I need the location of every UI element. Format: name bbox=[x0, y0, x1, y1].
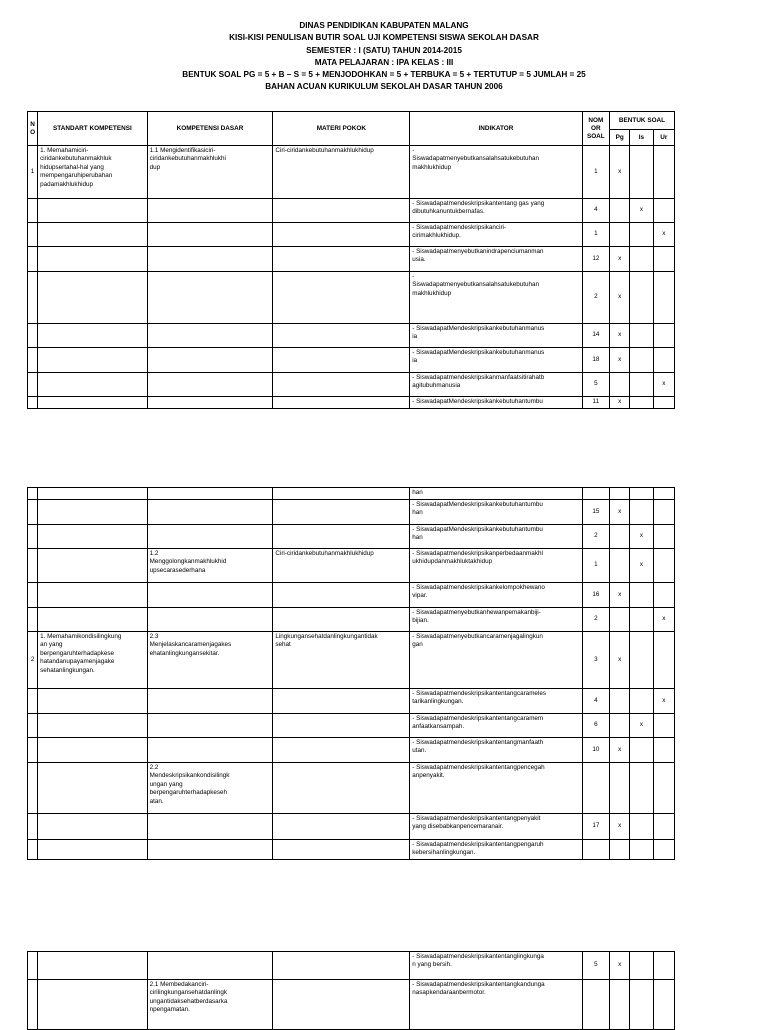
table-row bbox=[28, 348, 675, 373]
cell-nomor-soal: 10 bbox=[582, 738, 609, 763]
table-row bbox=[28, 583, 675, 608]
cell-kompetensi-dasar bbox=[147, 199, 273, 223]
table-row bbox=[28, 689, 675, 714]
cell-ur bbox=[653, 980, 674, 1030]
cell-pg bbox=[610, 980, 630, 1030]
cell-pg: x bbox=[610, 397, 630, 409]
cell-pg bbox=[610, 840, 630, 860]
cell-is bbox=[630, 583, 653, 608]
cell-indikator: - Siswadapatmendeskripsikantentangpengaruh kebersihanlingkungan. bbox=[410, 840, 582, 860]
cell-nomor-soal: 2 bbox=[582, 525, 609, 549]
cell-is: x bbox=[630, 714, 653, 738]
col-header-pg: Pg bbox=[610, 130, 630, 146]
cell-standart-kompetensi bbox=[38, 324, 148, 348]
cell-is bbox=[630, 814, 653, 840]
cell-nomor-soal bbox=[582, 980, 609, 1030]
cell-no bbox=[28, 980, 38, 1030]
cell-kompetensi-dasar bbox=[147, 488, 273, 500]
cell-standart-kompetensi bbox=[38, 488, 148, 500]
cell-standart-kompetensi bbox=[38, 840, 148, 860]
cell-no: 2 bbox=[28, 632, 38, 689]
cell-indikator: - SiswadapatMendeskripsikankebutuhantumbu han bbox=[410, 500, 582, 525]
cell-indikator: - Siswadapatmendeskripsikantentang gas yang dibutuhkanuntukbernafas. bbox=[410, 199, 582, 223]
cell-ur bbox=[653, 348, 674, 373]
cell-standart-kompetensi bbox=[38, 583, 148, 608]
kisi-table-page-3 bbox=[27, 951, 675, 1030]
cell-pg bbox=[610, 488, 630, 500]
table-row bbox=[28, 272, 675, 324]
cell-nomor-soal: 4 bbox=[582, 199, 609, 223]
table-row bbox=[28, 324, 675, 348]
cell-indikator: - SiswadapatMendeskripsikankebutuhanmanus ia bbox=[410, 324, 582, 348]
cell-kompetensi-dasar: 2.2 Mendeskripsikankondisilingk ungan yang berpengaruhterhadapkeseh atan. bbox=[147, 763, 273, 814]
col-header-standart-kompetensi: STANDART KOMPETENSI bbox=[38, 112, 148, 146]
header-line-office: DINAS PENDIDIKAN KABUPATEN MALANG bbox=[299, 21, 469, 30]
cell-kompetensi-dasar bbox=[147, 840, 273, 860]
cell-materi-pokok: Ciri-ciridankebutuhanmakhlukhidup bbox=[273, 549, 410, 583]
cell-indikator: - Siswadapatmenyebutkansalahsatukebutuhan makhlukhidup bbox=[410, 272, 582, 324]
cell-pg bbox=[610, 689, 630, 714]
cell-indikator: - Siswadapatmendeskripsikantentangcarameles tarikanlingkungan. bbox=[410, 689, 582, 714]
cell-is bbox=[630, 840, 653, 860]
table-row bbox=[28, 608, 675, 632]
cell-standart-kompetensi bbox=[38, 500, 148, 525]
cell-pg: x bbox=[610, 814, 630, 840]
cell-is bbox=[630, 738, 653, 763]
cell-standart-kompetensi bbox=[38, 608, 148, 632]
cell-no bbox=[28, 199, 38, 223]
cell-standart-kompetensi bbox=[38, 397, 148, 409]
cell-ur bbox=[653, 272, 674, 324]
cell-is: x bbox=[630, 199, 653, 223]
cell-indikator: - Siswadapatmenyebutkanhewanpemakanbiji- bijian. bbox=[410, 608, 582, 632]
table-row bbox=[28, 488, 675, 500]
cell-kompetensi-dasar bbox=[147, 397, 273, 409]
table-row bbox=[28, 632, 675, 689]
document-header bbox=[0, 20, 768, 94]
cell-is bbox=[630, 500, 653, 525]
cell-is bbox=[630, 689, 653, 714]
cell-is: x bbox=[630, 525, 653, 549]
cell-kompetensi-dasar bbox=[147, 500, 273, 525]
table-row bbox=[28, 738, 675, 763]
cell-kompetensi-dasar bbox=[147, 373, 273, 397]
cell-indikator: - Siswadapatmenyebutkansalahsatukebutuhan makhlukhidup bbox=[410, 146, 582, 199]
cell-is bbox=[630, 223, 653, 247]
cell-ur bbox=[653, 549, 674, 583]
cell-nomor-soal: 11 bbox=[582, 397, 609, 409]
cell-no bbox=[28, 397, 38, 409]
cell-no bbox=[28, 348, 38, 373]
cell-standart-kompetensi: 1. Memahamiciri- ciridankebutuhanmakhluk hidupsertahal-hal yang mempengaruhiperubahan padamakhlukhidup bbox=[38, 146, 148, 199]
cell-nomor-soal: 3 bbox=[582, 632, 609, 689]
cell-pg bbox=[610, 549, 630, 583]
cell-no bbox=[28, 952, 38, 980]
cell-ur bbox=[653, 146, 674, 199]
cell-standart-kompetensi bbox=[38, 247, 148, 272]
cell-is bbox=[630, 488, 653, 500]
cell-nomor-soal: 6 bbox=[582, 714, 609, 738]
cell-ur bbox=[653, 632, 674, 689]
table-row bbox=[28, 247, 675, 272]
cell-indikator: - Siswadapatmendeskripsikankelompokhewano vipar. bbox=[410, 583, 582, 608]
cell-kompetensi-dasar bbox=[147, 583, 273, 608]
cell-materi-pokok bbox=[273, 500, 410, 525]
cell-indikator: - Siswadapatmendeskripsikanperbedaanmakhl ukhidupdanmakhluktakhidup bbox=[410, 549, 582, 583]
cell-kompetensi-dasar: 1.2 Menggolongkanmakhlukhid upsecarasederhana bbox=[147, 549, 273, 583]
cell-no: 1 bbox=[28, 146, 38, 199]
cell-standart-kompetensi bbox=[38, 980, 148, 1030]
cell-nomor-soal: 1 bbox=[582, 223, 609, 247]
cell-no bbox=[28, 247, 38, 272]
header-line-subject: MATA PELAJARAN : IPA KELAS : III bbox=[314, 57, 454, 67]
cell-materi-pokok bbox=[273, 814, 410, 840]
cell-ur bbox=[653, 397, 674, 409]
kisi-table-page-2 bbox=[27, 487, 675, 860]
cell-pg bbox=[610, 525, 630, 549]
cell-standart-kompetensi bbox=[38, 223, 148, 247]
col-header-kompetensi-dasar: KOMPETENSI DASAR bbox=[147, 112, 273, 146]
cell-is bbox=[630, 763, 653, 814]
cell-materi-pokok bbox=[273, 525, 410, 549]
cell-no bbox=[28, 549, 38, 583]
table-row bbox=[28, 525, 675, 549]
kisi-table-page-1 bbox=[27, 111, 675, 409]
cell-is bbox=[630, 397, 653, 409]
table-row bbox=[28, 763, 675, 814]
cell-ur bbox=[653, 714, 674, 738]
cell-is bbox=[630, 980, 653, 1030]
cell-kompetensi-dasar bbox=[147, 324, 273, 348]
cell-ur bbox=[653, 840, 674, 860]
cell-materi-pokok bbox=[273, 324, 410, 348]
cell-standart-kompetensi bbox=[38, 525, 148, 549]
cell-materi-pokok bbox=[273, 348, 410, 373]
header-line-title: KISI-KISI PENULISAN BUTIR SOAL UJI KOMPETENSI SISWA SEKOLAH DASAR bbox=[229, 33, 539, 43]
cell-is bbox=[630, 632, 653, 689]
table-row bbox=[28, 199, 675, 223]
cell-standart-kompetensi bbox=[38, 763, 148, 814]
cell-pg: x bbox=[610, 738, 630, 763]
cell-nomor-soal: 2 bbox=[582, 272, 609, 324]
cell-ur: x bbox=[653, 608, 674, 632]
cell-nomor-soal: 1 bbox=[582, 146, 609, 199]
cell-nomor-soal: 4 bbox=[582, 689, 609, 714]
cell-no bbox=[28, 840, 38, 860]
cell-materi-pokok bbox=[273, 247, 410, 272]
cell-pg bbox=[610, 223, 630, 247]
cell-is bbox=[630, 146, 653, 199]
cell-kompetensi-dasar bbox=[147, 348, 273, 373]
cell-no bbox=[28, 738, 38, 763]
cell-is bbox=[630, 247, 653, 272]
cell-materi-pokok bbox=[273, 689, 410, 714]
cell-nomor-soal: 5 bbox=[582, 373, 609, 397]
cell-standart-kompetensi bbox=[38, 348, 148, 373]
cell-pg: x bbox=[610, 632, 630, 689]
cell-pg: x bbox=[610, 272, 630, 324]
cell-nomor-soal: 2 bbox=[582, 608, 609, 632]
cell-indikator: - Siswadapatmendeskripsikantentangmanfaath utan. bbox=[410, 738, 582, 763]
cell-ur bbox=[653, 763, 674, 814]
cell-nomor-soal: 17 bbox=[582, 814, 609, 840]
cell-materi-pokok: Lingkungansehatdanlingkungantidak sehat bbox=[273, 632, 410, 689]
cell-kompetensi-dasar bbox=[147, 272, 273, 324]
cell-pg: x bbox=[610, 500, 630, 525]
cell-no bbox=[28, 223, 38, 247]
cell-ur bbox=[653, 324, 674, 348]
cell-pg bbox=[610, 714, 630, 738]
cell-ur: x bbox=[653, 373, 674, 397]
cell-standart-kompetensi bbox=[38, 272, 148, 324]
cell-standart-kompetensi bbox=[38, 373, 148, 397]
cell-kompetensi-dasar: 2.1 Membedakanciri- cirilingkungansehatdanlingk ungantidaksehatberdasarka npengamatan. bbox=[147, 980, 273, 1030]
table-row bbox=[28, 840, 675, 860]
table-row bbox=[28, 549, 675, 583]
table-row bbox=[28, 980, 675, 1030]
cell-no bbox=[28, 373, 38, 397]
cell-materi-pokok bbox=[273, 223, 410, 247]
cell-ur bbox=[653, 488, 674, 500]
cell-indikator: - SiswadapatMendeskripsikankebutuhantumbu bbox=[410, 397, 582, 409]
cell-materi-pokok bbox=[273, 488, 410, 500]
cell-nomor-soal bbox=[582, 763, 609, 814]
col-header-nomor-soal: NOM OR SOAL bbox=[582, 112, 609, 146]
cell-is: x bbox=[630, 549, 653, 583]
col-header-is: Is bbox=[630, 130, 653, 146]
cell-standart-kompetensi: 1. Memahamikondisilingkung an yang berpengaruhterhadapkese hatandanupayamenjagake sehatanlingkungan. bbox=[38, 632, 148, 689]
col-header-bentuk-soal: BENTUK SOAL bbox=[610, 112, 675, 130]
cell-standart-kompetensi bbox=[38, 199, 148, 223]
cell-materi-pokok bbox=[273, 840, 410, 860]
cell-ur: x bbox=[653, 689, 674, 714]
header-line-question-types: BENTUK SOAL PG = 5 + B – S = 5 + MENJODOHKAN = 5 + TERBUKA = 5 + TERTUTUP = 5 JUMLAH = 25 bbox=[182, 70, 586, 80]
cell-kompetensi-dasar: 1.1 Mengidentifikasiciri- ciridankebutuhanmakhlukhi dup bbox=[147, 146, 273, 199]
cell-nomor-soal: 16 bbox=[582, 583, 609, 608]
cell-pg bbox=[610, 373, 630, 397]
table-row bbox=[28, 952, 675, 980]
cell-no bbox=[28, 689, 38, 714]
header-line-semester: SEMESTER : I (SATU) TAHUN 2014-2015 bbox=[306, 45, 462, 55]
cell-kompetensi-dasar bbox=[147, 714, 273, 738]
cell-no bbox=[28, 324, 38, 348]
cell-indikator: - SiswadapatMendeskripsikankebutuhanmanus ia bbox=[410, 348, 582, 373]
cell-indikator: - Siswadapatmendeskripsikanmanfaatsitirahatb agitubuhmanusia bbox=[410, 373, 582, 397]
cell-materi-pokok bbox=[273, 608, 410, 632]
cell-nomor-soal: 1 bbox=[582, 549, 609, 583]
cell-ur bbox=[653, 500, 674, 525]
cell-ur: x bbox=[653, 223, 674, 247]
cell-no bbox=[28, 525, 38, 549]
cell-materi-pokok bbox=[273, 373, 410, 397]
cell-no bbox=[28, 714, 38, 738]
table-row bbox=[28, 146, 675, 199]
cell-materi-pokok bbox=[273, 583, 410, 608]
cell-kompetensi-dasar: 2.3 Menjelaskancaramenjagakes ehatanlingkungansekitar. bbox=[147, 632, 273, 689]
cell-ur bbox=[653, 583, 674, 608]
cell-no bbox=[28, 488, 38, 500]
cell-is bbox=[630, 952, 653, 980]
cell-standart-kompetensi bbox=[38, 714, 148, 738]
cell-nomor-soal: 18 bbox=[582, 348, 609, 373]
table-row bbox=[28, 223, 675, 247]
cell-pg: x bbox=[610, 952, 630, 980]
cell-no bbox=[28, 272, 38, 324]
cell-kompetensi-dasar bbox=[147, 247, 273, 272]
cell-materi-pokok bbox=[273, 199, 410, 223]
cell-indikator: - Siswadapatmenyebutkanindrapenciumanman usia. bbox=[410, 247, 582, 272]
cell-indikator: han bbox=[410, 488, 582, 500]
cell-materi-pokok bbox=[273, 763, 410, 814]
cell-pg: x bbox=[610, 348, 630, 373]
cell-no bbox=[28, 500, 38, 525]
cell-standart-kompetensi bbox=[38, 738, 148, 763]
cell-is bbox=[630, 272, 653, 324]
cell-nomor-soal: 15 bbox=[582, 500, 609, 525]
cell-pg bbox=[610, 199, 630, 223]
cell-ur bbox=[653, 247, 674, 272]
cell-no bbox=[28, 583, 38, 608]
cell-is bbox=[630, 324, 653, 348]
cell-pg: x bbox=[610, 324, 630, 348]
cell-ur bbox=[653, 199, 674, 223]
cell-no bbox=[28, 763, 38, 814]
cell-materi-pokok bbox=[273, 714, 410, 738]
cell-materi-pokok bbox=[273, 397, 410, 409]
cell-pg: x bbox=[610, 583, 630, 608]
cell-kompetensi-dasar bbox=[147, 689, 273, 714]
cell-standart-kompetensi bbox=[38, 549, 148, 583]
cell-pg: x bbox=[610, 247, 630, 272]
cell-indikator: - SiswadapatMendeskripsikankebutuhantumbu han bbox=[410, 525, 582, 549]
cell-kompetensi-dasar bbox=[147, 223, 273, 247]
cell-is bbox=[630, 373, 653, 397]
cell-indikator: - Siswadapatmendeskripsikantentanglingkunga n yang bersih. bbox=[410, 952, 582, 980]
table-row bbox=[28, 500, 675, 525]
cell-is bbox=[630, 608, 653, 632]
cell-ur bbox=[653, 525, 674, 549]
cell-ur bbox=[653, 952, 674, 980]
cell-indikator: - Siswadapatmendeskripsikantentangcaramem anfaatkansampah. bbox=[410, 714, 582, 738]
cell-indikator: - Siswadapatmendeskripsikantentangpenyakit yang disebabkanpencemaranair. bbox=[410, 814, 582, 840]
header-line-curriculum: BAHAN ACUAN KURIKULUM SEKOLAH DASAR TAHUN 2006 bbox=[265, 82, 503, 92]
cell-no bbox=[28, 814, 38, 840]
cell-standart-kompetensi bbox=[38, 689, 148, 714]
cell-materi-pokok bbox=[273, 952, 410, 980]
cell-indikator: - Siswadapatmendeskripsikanciri- cirimakhlukhidup. bbox=[410, 223, 582, 247]
cell-pg bbox=[610, 763, 630, 814]
cell-kompetensi-dasar bbox=[147, 608, 273, 632]
cell-no bbox=[28, 608, 38, 632]
col-header-ur: Ur bbox=[653, 130, 674, 146]
table-row bbox=[28, 397, 675, 409]
cell-pg bbox=[610, 608, 630, 632]
cell-pg: x bbox=[610, 146, 630, 199]
cell-nomor-soal bbox=[582, 488, 609, 500]
cell-standart-kompetensi bbox=[38, 814, 148, 840]
cell-ur bbox=[653, 814, 674, 840]
cell-indikator: - Siswadapatmenyebutkancaramenjagalingkun gan bbox=[410, 632, 582, 689]
cell-kompetensi-dasar bbox=[147, 525, 273, 549]
col-header-indikator: INDIKATOR bbox=[410, 112, 582, 146]
cell-indikator: - Siswadapatmendeskripsikantentangpencegah anpenyakit. bbox=[410, 763, 582, 814]
cell-nomor-soal bbox=[582, 840, 609, 860]
cell-kompetensi-dasar bbox=[147, 952, 273, 980]
col-header-no: N O bbox=[28, 112, 38, 146]
cell-materi-pokok bbox=[273, 980, 410, 1030]
table-row bbox=[28, 814, 675, 840]
cell-nomor-soal: 5 bbox=[582, 952, 609, 980]
cell-nomor-soal: 12 bbox=[582, 247, 609, 272]
cell-materi-pokok bbox=[273, 738, 410, 763]
cell-nomor-soal: 14 bbox=[582, 324, 609, 348]
cell-indikator: - Siswadapatmendeskripsikantentangkandunga nasapkendaraanbermotor. bbox=[410, 980, 582, 1030]
cell-materi-pokok: Ciri-ciridankebutuhanmakhlukhidup bbox=[273, 146, 410, 199]
cell-standart-kompetensi bbox=[38, 952, 148, 980]
cell-is bbox=[630, 348, 653, 373]
col-header-materi-pokok: MATERI POKOK bbox=[273, 112, 410, 146]
cell-ur bbox=[653, 738, 674, 763]
cell-kompetensi-dasar bbox=[147, 738, 273, 763]
cell-kompetensi-dasar bbox=[147, 814, 273, 840]
cell-materi-pokok bbox=[273, 272, 410, 324]
table-row bbox=[28, 714, 675, 738]
table-row bbox=[28, 373, 675, 397]
